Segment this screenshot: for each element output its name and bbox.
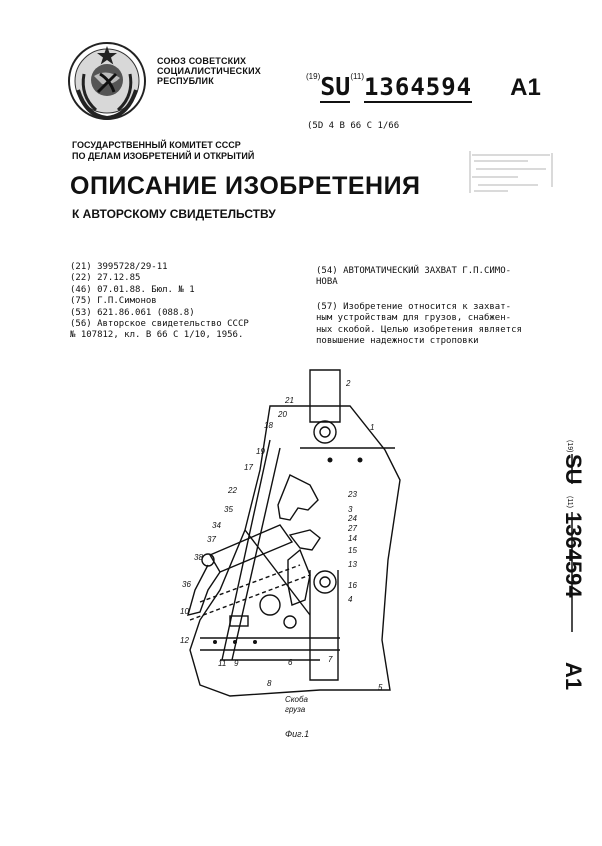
part-label: 2 — [346, 379, 351, 388]
part-label: 18 — [264, 421, 273, 430]
inid-code-19: (19) — [566, 440, 573, 453]
biblio-line: (21) 3995728/29-11 — [70, 262, 168, 272]
invention-title-line: (54) АВТОМАТИЧЕСКИЙ ЗАХВАТ Г.П.СИМО- — [316, 266, 512, 276]
part-label: 19 — [256, 447, 265, 456]
part-label: 20 — [278, 410, 287, 419]
part-label: 37 — [207, 535, 216, 544]
part-label: 10 — [180, 607, 189, 616]
part-label: 16 — [348, 581, 357, 590]
country-name — [157, 56, 261, 86]
part-label: 38 — [194, 553, 203, 562]
part-label: 5 — [378, 683, 383, 692]
committee-line: ПО ДЕЛАМ ИЗОБРЕТЕНИЙ И ОТКРЫТИЙ — [72, 151, 255, 161]
bracket-caption: груза — [285, 705, 306, 714]
abstract-line: (57) Изобретение относится к захват- — [316, 302, 512, 312]
top-link — [310, 370, 340, 422]
part-label: 35 — [224, 505, 233, 514]
part-label: 12 — [180, 636, 189, 645]
document-title: ОПИСАНИЕ ИЗОБРЕТЕНИЯ — [70, 172, 421, 200]
kind-code: A1 — [561, 662, 586, 691]
inid-code-11: (11) — [566, 496, 573, 508]
body-plate — [190, 406, 400, 696]
patent-number: 1364594 — [363, 73, 473, 101]
part-label: 9 — [234, 659, 239, 668]
part-label: 11 — [218, 659, 227, 668]
biblio-line: (56) Авторское свидетельство СССР — [70, 319, 249, 330]
ipc-classification: (5D 4 B 66 C 1/66 — [307, 121, 400, 131]
bracket-caption: Скоба — [285, 695, 308, 704]
abstract-line: ным устройствам для грузов, снабжен- — [316, 313, 512, 324]
country-line: СОЮЗ СОВЕТСКИХ — [157, 56, 247, 66]
biblio-line: (75) Г.П.Симонов — [70, 296, 157, 307]
country-line: СОЦИАЛИСТИЧЕСКИХ — [157, 66, 261, 76]
lever-arm — [210, 525, 292, 572]
biblio-line: (46) 07.01.88. Бюл. № 1 — [70, 284, 195, 295]
biblio-line: (22) 27.12.85 — [70, 273, 141, 284]
part-label: 6 — [288, 658, 293, 667]
part-label: 21 — [285, 396, 294, 405]
part-label: 23 — [348, 490, 357, 499]
invention-title-line: НОВА — [316, 277, 338, 288]
country-code: SU — [561, 454, 586, 485]
country-code: SU — [320, 72, 351, 101]
latch — [278, 475, 318, 520]
part-label: 22 — [228, 486, 237, 495]
kind-code: A1 — [510, 74, 541, 101]
part-label: 8 — [267, 679, 272, 688]
part-label: 36 — [182, 580, 191, 589]
part-label: 17 — [244, 463, 253, 472]
abstract-line: повышение надежности строповки — [316, 336, 479, 347]
abstract-line: ных скобой. Целью изобретения является — [316, 324, 522, 335]
publication-number — [306, 72, 541, 102]
abstract — [316, 302, 556, 348]
part-label: 3 — [348, 505, 353, 514]
part-label: 7 — [328, 655, 333, 664]
part-label: 15 — [348, 546, 357, 555]
inid-code-11: (11) — [350, 72, 364, 81]
library-stamp-icon — [468, 147, 554, 197]
committee-line: ГОСУДАРСТВЕННЫЙ КОМИТЕТ СССР — [72, 140, 241, 150]
part-label: 14 — [348, 534, 357, 543]
inid-code-19: (19) — [306, 72, 321, 81]
bibliographic-data — [70, 262, 300, 342]
committee-name — [72, 140, 254, 162]
document-subtitle: К АВТОРСКОМУ СВИДЕТЕЛЬСТВУ — [72, 207, 276, 221]
patent-number: 1364594 — [561, 512, 586, 598]
part-label: 1 — [370, 423, 375, 432]
part-label: 4 — [348, 595, 353, 604]
figure-caption: Фиг.1 — [285, 729, 310, 739]
part-label: 27 — [348, 524, 357, 533]
technical-drawing — [160, 360, 420, 750]
invention-title — [316, 266, 556, 289]
country-line: РЕСПУБЛИК — [157, 76, 214, 86]
ussr-emblem-icon — [66, 40, 148, 122]
part-label: 24 — [348, 514, 357, 523]
vertical-publication-number — [540, 440, 586, 710]
biblio-line: № 107812, кл. В 66 С 1/10, 1956. — [70, 330, 244, 341]
part-label: 13 — [348, 560, 357, 569]
biblio-line: (53) 621.86.061 (088.8) — [70, 307, 195, 318]
part-label: 34 — [212, 521, 221, 530]
